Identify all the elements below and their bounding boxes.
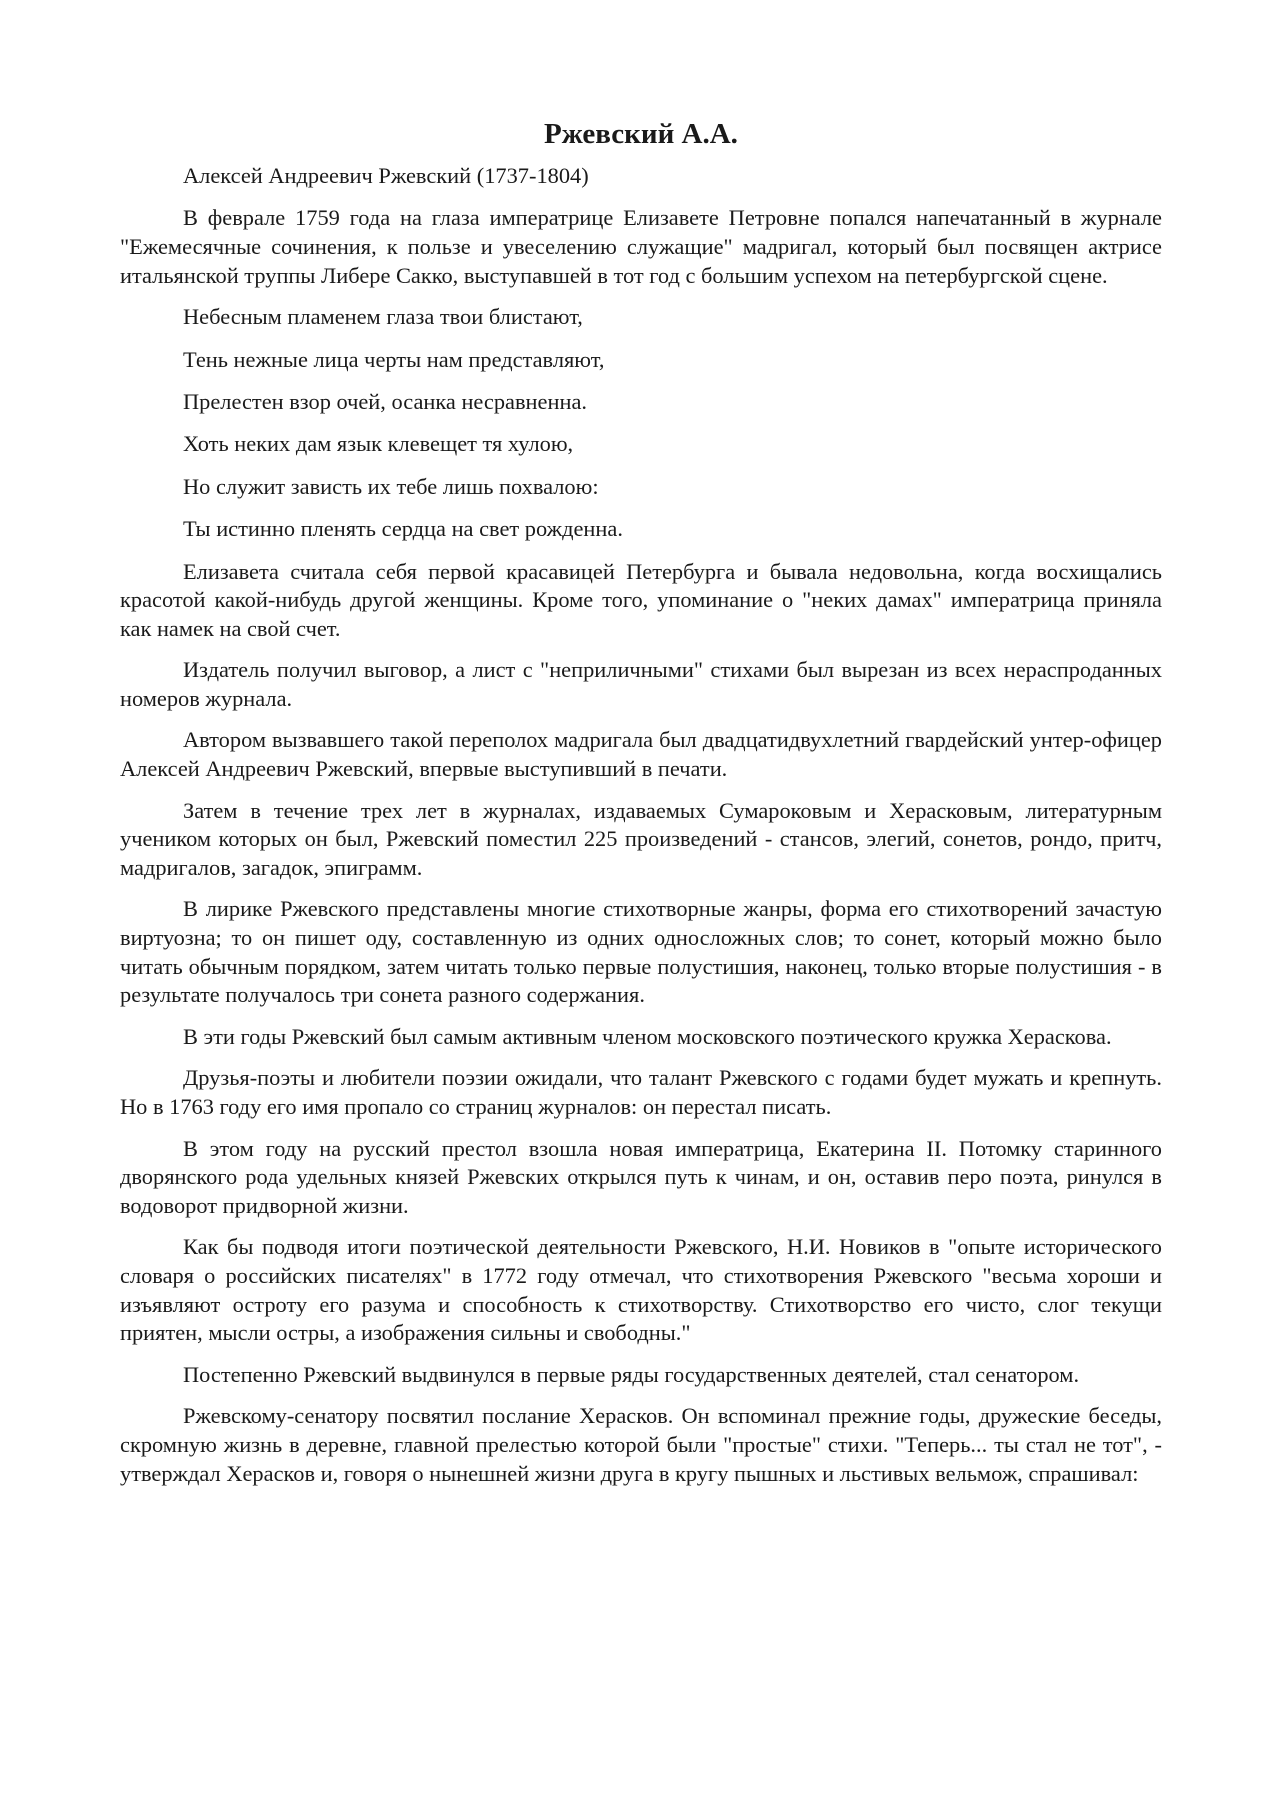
body-paragraph: Автором вызвавшего такой переполох мадригала был двадцатидвухлетний гвардейский унтер-офицер Алексей Андреевич Ржевский, впервые выступивший в печати.: [120, 727, 1162, 782]
body-paragraph: Друзья-поэты и любители поэзии ожидали, что талант Ржевского с годами будет мужать и крепнуть. Но в 1763 году его имя пропало со страниц журналов: он перестал писать.: [120, 1065, 1162, 1120]
body-paragraph: Как бы подводя итоги поэтической деятельности Ржевского, Н.И. Новиков в "опыте исторического словаря о российских писателях" в 1772 году отмечал, что стихотворения Ржевского "весьма хороши и изъявляют остроту его разума и способность к стихотворству. Стихотворство его чисто, слог текущи приятен, мысли остры, а изображения сильны и свободны.": [120, 1234, 1162, 1346]
document-title: Ржевский А.А.: [544, 118, 738, 150]
intro-paragraph: В феврале 1759 года на глаза императрице Елизавете Петровне попался напечатанный в журнале "Ежемесячные сочинения, к пользе и увеселению служащие" мадригал, который был посвящен актрисе итальянской труппы Либере Сакко, выступавшей в тот год с большим успехом на петербургской сцене.: [120, 205, 1162, 288]
body-paragraph: Постепенно Ржевский выдвинулся в первые ряды государственных деятелей, стал сенатором.: [183, 1361, 1080, 1387]
author-subtitle: Алексей Андреевич Ржевский (1737-1804): [183, 163, 589, 188]
body-paragraph: Елизавета считала себя первой красавицей Петербурга и бывала недовольна, когда восхищались красотой какой-нибудь другой женщины. Кроме того, упоминание о "неких дамах" императрица приняла как намек на свой счет.: [120, 558, 1162, 641]
body-paragraph: Ржевскому-сенатору посвятил послание Херасков. Он вспоминал прежние годы, дружеские беседы, скромную жизнь в деревне, главной прелестью которой были "простые" стихи. "Теперь... ты стал не тот", - утверждал Херасков и, говоря о нынешней жизни друга в кругу пышных и льстивых вельмож, спрашивал:: [120, 1403, 1162, 1486]
body-paragraph: Затем в течение трех лет в журналах, издаваемых Сумароковым и Херасковым, литературным учеником которых он был, Ржевский поместил 225 произведений - стансов, элегий, сонетов, рондо, притч, мадригалов, загадок, эпиграмм.: [120, 797, 1162, 880]
poem-line: Хоть неких дам язык клевещет тя хулою,: [183, 431, 574, 457]
poem-line: Ты истинно пленять сердца на свет рожденна.: [183, 516, 623, 542]
poem-line: Тень нежные лица черты нам представляют,: [183, 346, 605, 372]
body-paragraph: В этом году на русский престол взошла новая императрица, Екатерина II. Потомку старинного дворянского рода удельных князей Ржевских открылся путь к чинам, и он, оставив перо поэта, ринулся в водоворот придворной жизни.: [120, 1135, 1162, 1218]
poem-line: Небесным пламенем глаза твои блистают,: [183, 304, 583, 330]
body-paragraph: В лирике Ржевского представлены многие стихотворные жанры, форма его стихотворений зачастую виртуозна; то он пишет оду, составленную из одних односложных слов; то сонет, который можно было читать обычным порядком, затем читать только первые полустишия, наконец, только вторые полустишия - в результате получалось три сонета разного содержания.: [120, 896, 1162, 1008]
madrigal-poem: [120, 303, 1162, 544]
body-paragraph: Издатель получил выговор, а лист с "неприличными" стихами был вырезан из всех нераспроданных номеров журнала.: [120, 657, 1162, 711]
poem-line: Прелестен взор очей, осанка несравненна.: [183, 388, 587, 414]
document-page: [120, 116, 1162, 1501]
body-paragraph: В эти годы Ржевский был самым активным членом московского поэтического кружка Хераскова.: [183, 1023, 1112, 1049]
poem-line: Но служит зависть их тебе лишь похвалою:: [183, 473, 599, 499]
